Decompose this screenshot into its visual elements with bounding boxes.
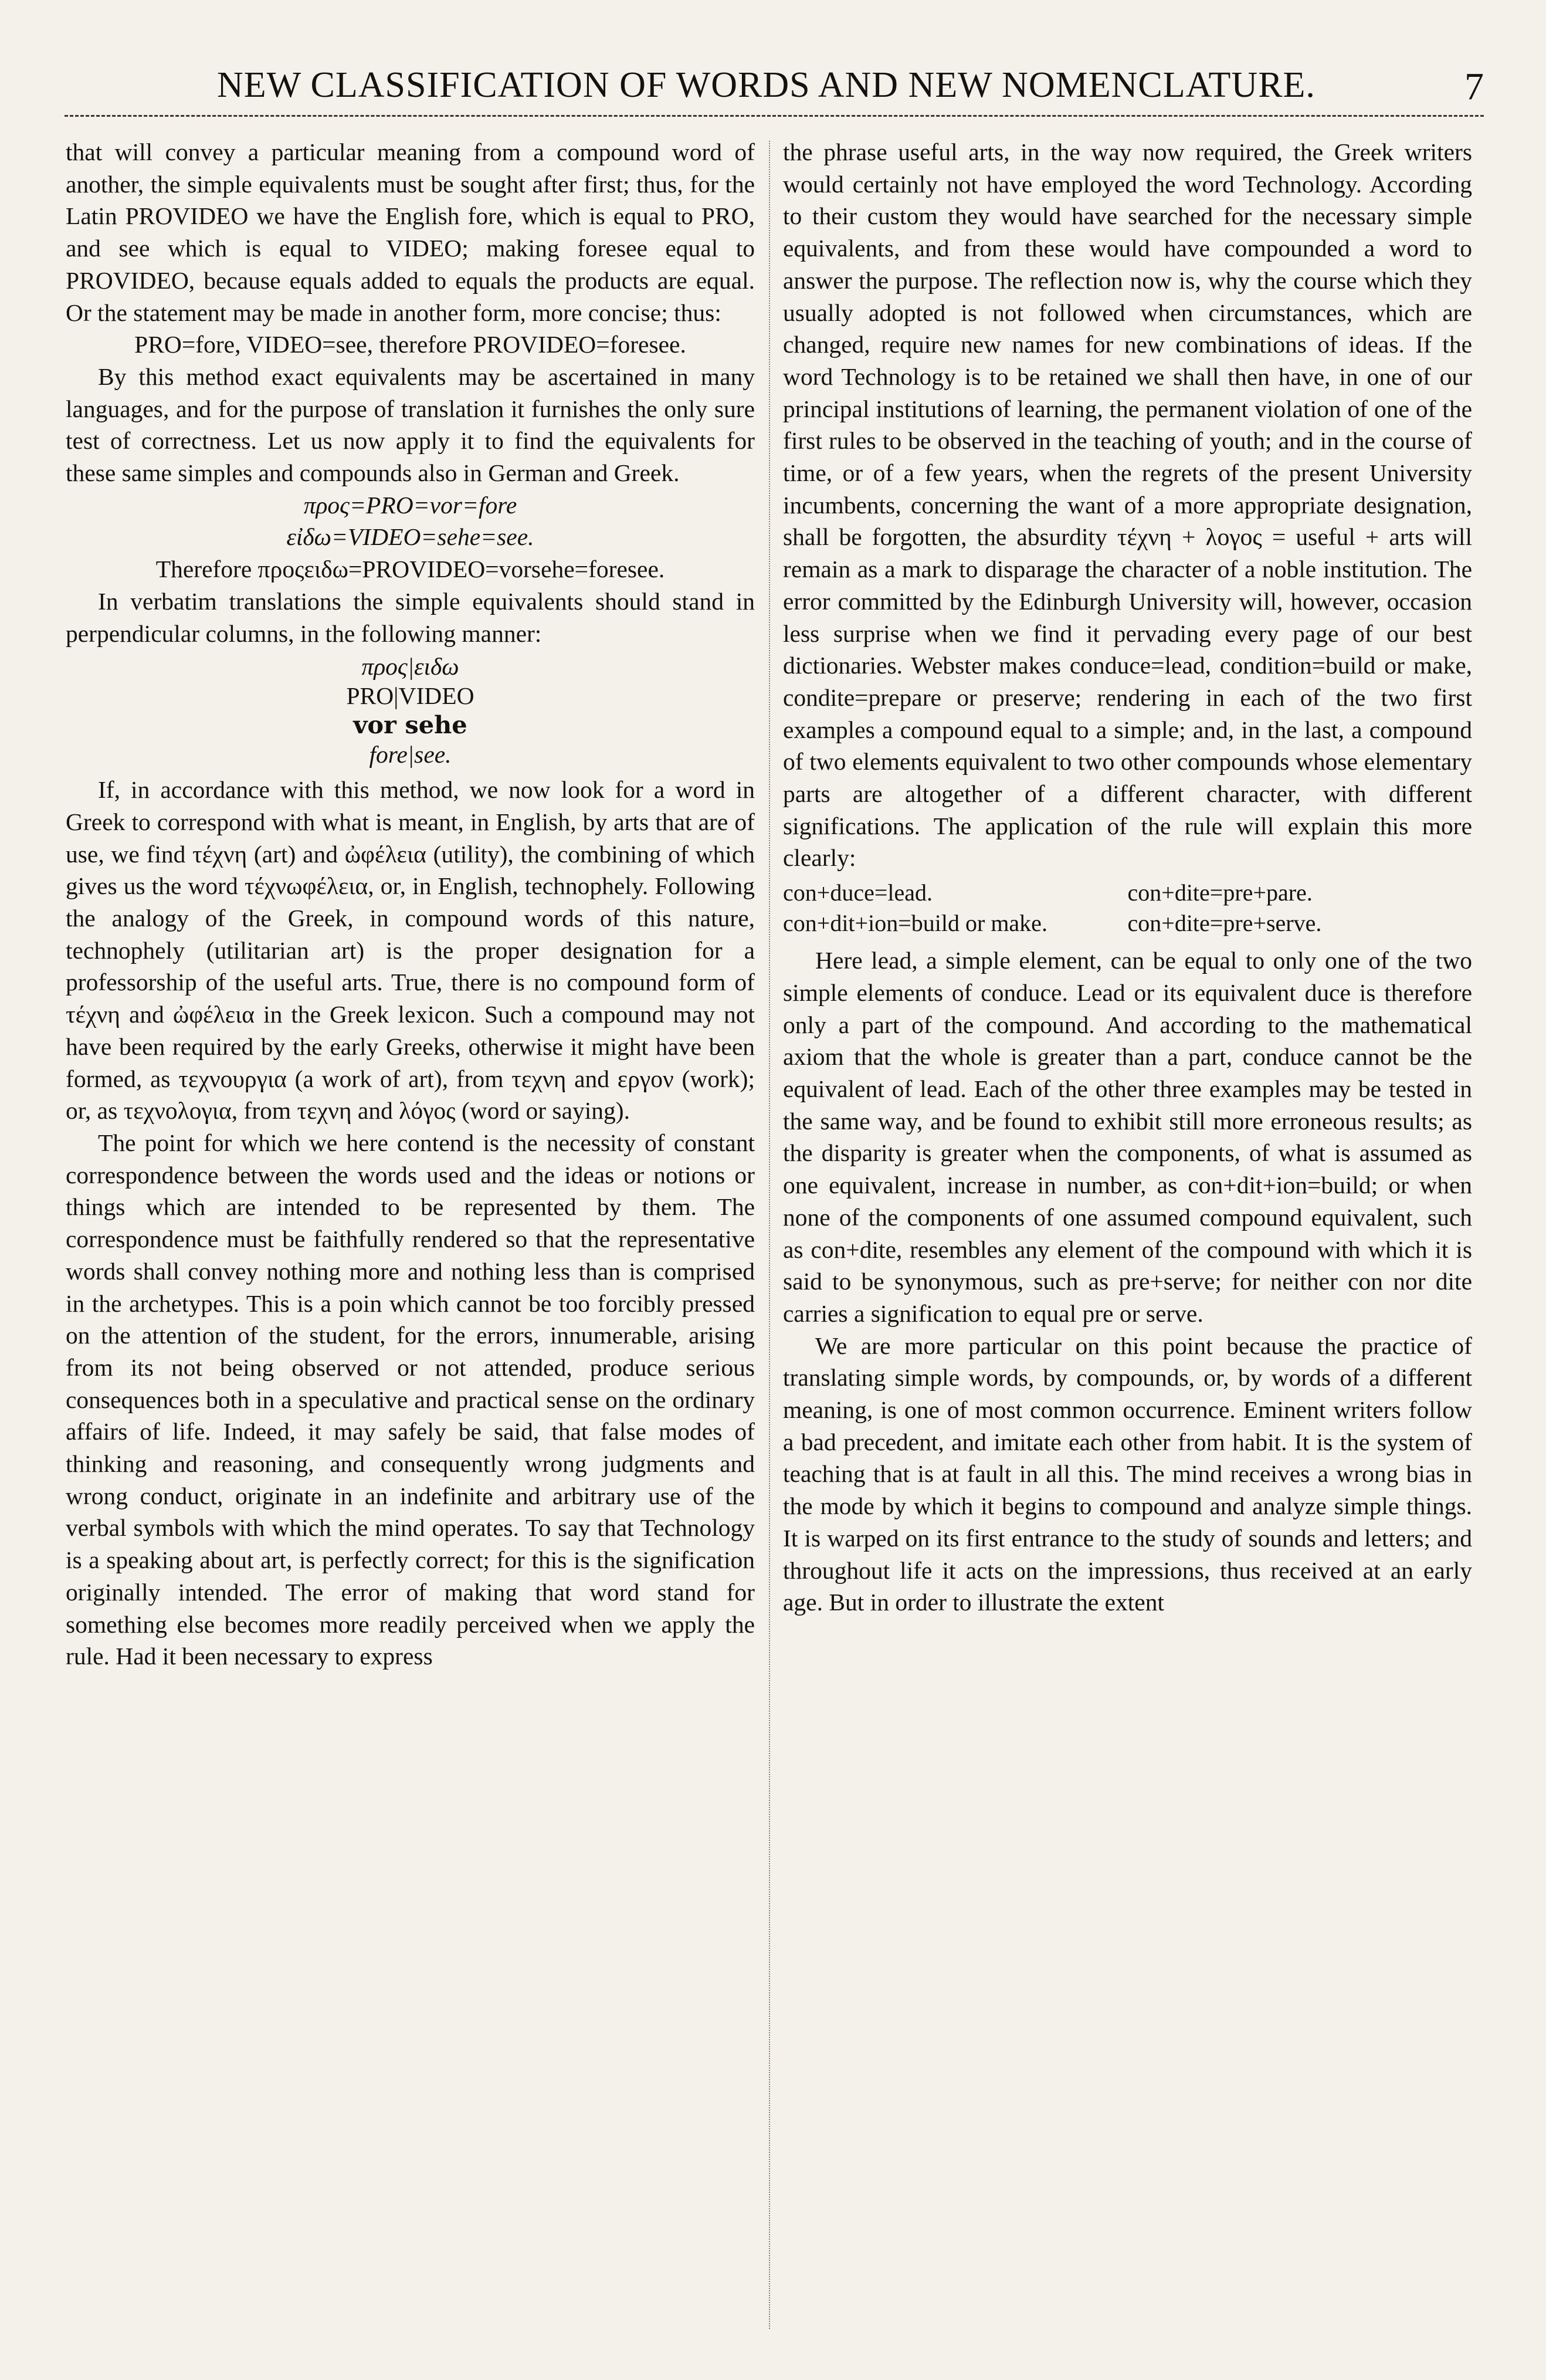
verbatim-row: vor sehe [353,710,467,740]
paragraph: the phrase useful arts, in the way now required, the Greek writers would certainly not have employed the word Technology. According to their custom they would have searched for the necessary simple equivalents, and from these would have compounded a word to answer the purpose. The reflection now is, why the course which they usually adopted is not followed when circumstances, which are changed, require new names for new combinations of ideas. If the word Technology is to be retained we shall then have, in one of our principal institutions of learning, the permanent violation of one of the first rules to be observed in the teaching of youth; and in the course of time, or of a few years, when the regrets of the present University incumbents, concerning the want of a more appropriate designation, shall be forgotten, the absurdity τέχνη + λογος = useful + arts will remain as a mark to disparage the character of a noble institution. The error committed by the Edinburgh University will, however, occasion less surprise when we find it pervading every page of our best dictionaries. Webster makes conduce=lead, condition=build or make, condite=prepare or preserve; rendering in each of the two first examples a compound equal to a simple; and, in the last, a compound of two elements equivalent to two other compounds whose elementary parts are altogether of a different character, with different significations. The application of the rule will explain this more clearly: [783,138,1472,872]
paragraph: that will convey a particular meaning from a compound word of another, the simple equivalents must be sought after first; thus, for the Latin PROVIDEO we have the English fore, which is equal to PRO, and see which is equal to VIDEO; making foresee equal to PROVIDEO, because equals added to equals the products are equal. Or the statement may be made in another form, more concise; thus: [66,138,755,326]
paragraph: We are more particular on this point because the practice of translating simple words, by compounds, or, by words of a different meaning, is one of most common occurrence. Eminent writers follow a bad precedent, and imitate each other from habit. It is the system of teaching that is at fault in all this. The mind receives a wrong bias in the mode by which it begins to compound and analyze simple things. It is warped on its first entrance to the study of sounds and letters; and throughout life it acts on the impressions, thus received at an early age. But in order to illustrate the extent [783,1332,1472,1616]
greek-equation: Therefore προςειδω=PROVIDEO=vorsehe=foresee. [155,556,665,583]
comparison-cell: con+dite=pre+serve. [1127,910,1322,937]
verbatim-table [66,652,755,769]
right-column [783,136,1472,2342]
paragraph: Here lead, a simple element, can be equal to only one of the two simple elements of conduce. Lead or its equivalent duce is therefore only a part of the compound. And according to the mathematical axiom that the whole is greater than a part, conduce cannot be the equivalent of lead. Each of the other three examples may be tested in the same way, and be found to exhibit still more erroneous results; as the disparity is greater when the components, of what is assumed as one equivalent, increase in number, as con+dit+ion=build; or when none of the components of one assumed compound equivalent, such as con+dite, resembles any element of the compound with which it is said to be synonymous, such as pre+serve; for neither con nor dite carries a signification to equal pre or serve. [783,947,1472,1327]
paragraph: In verbatim translations the simple equivalents should stand in perpendicular columns, in the following manner: [66,587,755,647]
column-divider [769,141,770,2329]
verbatim-row: PRO|VIDEO [346,682,474,710]
paragraph: By this method exact equivalents may be ascertained in many languages, and for the purpose of translation it furnishes the only sure test of correctness. Let us now apply it to find the equivalents for these same simples and compounds also in German and Greek. [66,363,755,487]
comparison-cell: con+duce=lead. [783,879,933,906]
page-header [65,65,1484,117]
comparison-cell: con+dite=pre+pare. [1127,879,1313,906]
header-rule [65,115,1484,117]
verbatim-row: προς|ειδω [361,653,459,681]
paragraph: The point for which we here contend is the necessity of constant correspondence between the words used and the ideas or notions or things which are intended to be represented by them. The correspondence must be faithfully rendered so that the representative words shall convey nothing more and nothing less than is comprised in the archetypes. This is a poin which cannot be too forcibly pressed on the attention of the student, for the errors, innumerable, arising from its not being observed or not attended, produce serious consequences both in a speculative and practical sense on the ordinary affairs of life. Indeed, it may safely be said, that false modes of thinking and reasoning, and consequently wrong judgments and wrong conduct, originate in an indefinite and arbitrary use of the verbal symbols with which the mind operates. To say that Technology is a speaking about art, is perfectly correct; for this is the signification originally intended. The error of making that word stand for something else becomes more readily perceived when we apply the rule. Had it been necessary to express [66,1129,755,1670]
equation-line: PRO=fore, VIDEO=see, therefore PROVIDEO=foresee. [134,331,686,358]
greek-equation: εἰδω=VIDEO=sehe=see. [286,523,534,551]
greek-equation: προς=PRO=vor=fore [303,491,517,519]
comparison-table [783,878,1472,939]
comparison-cell: con+dit+ion=build or make. [783,910,1047,937]
paragraph: If, in accordance with this method, we now look for a word in Greek to correspond with what is meant, in English, by arts that are of use, we find τέχνη (art) and ὠφέλεια (utility), the combining of which gives us the word τέχνωφέλεια, or, in English, technophely. Following the analogy of the Greek, in compound words of this nature, technophely (utilitarian art) is the proper designation for a professorship of the useful arts. True, there is no compound form of τέχνη and ὠφέλεια in the Greek lexicon. Such a compound may not have been required by the early Greeks, otherwise it might have been formed, as τεχνουργια (a work of art), from τεχνη and εργον (work); or, as τεχνολογια, from τεχνη and λόγος (word or saying). [66,776,755,1125]
page-number: 7 [1464,65,1484,108]
verbatim-row: fore|see. [369,741,452,768]
running-head: NEW CLASSIFICATION OF WORDS AND NEW NOMENCLATURE. [217,65,1316,105]
left-column [66,136,755,2342]
